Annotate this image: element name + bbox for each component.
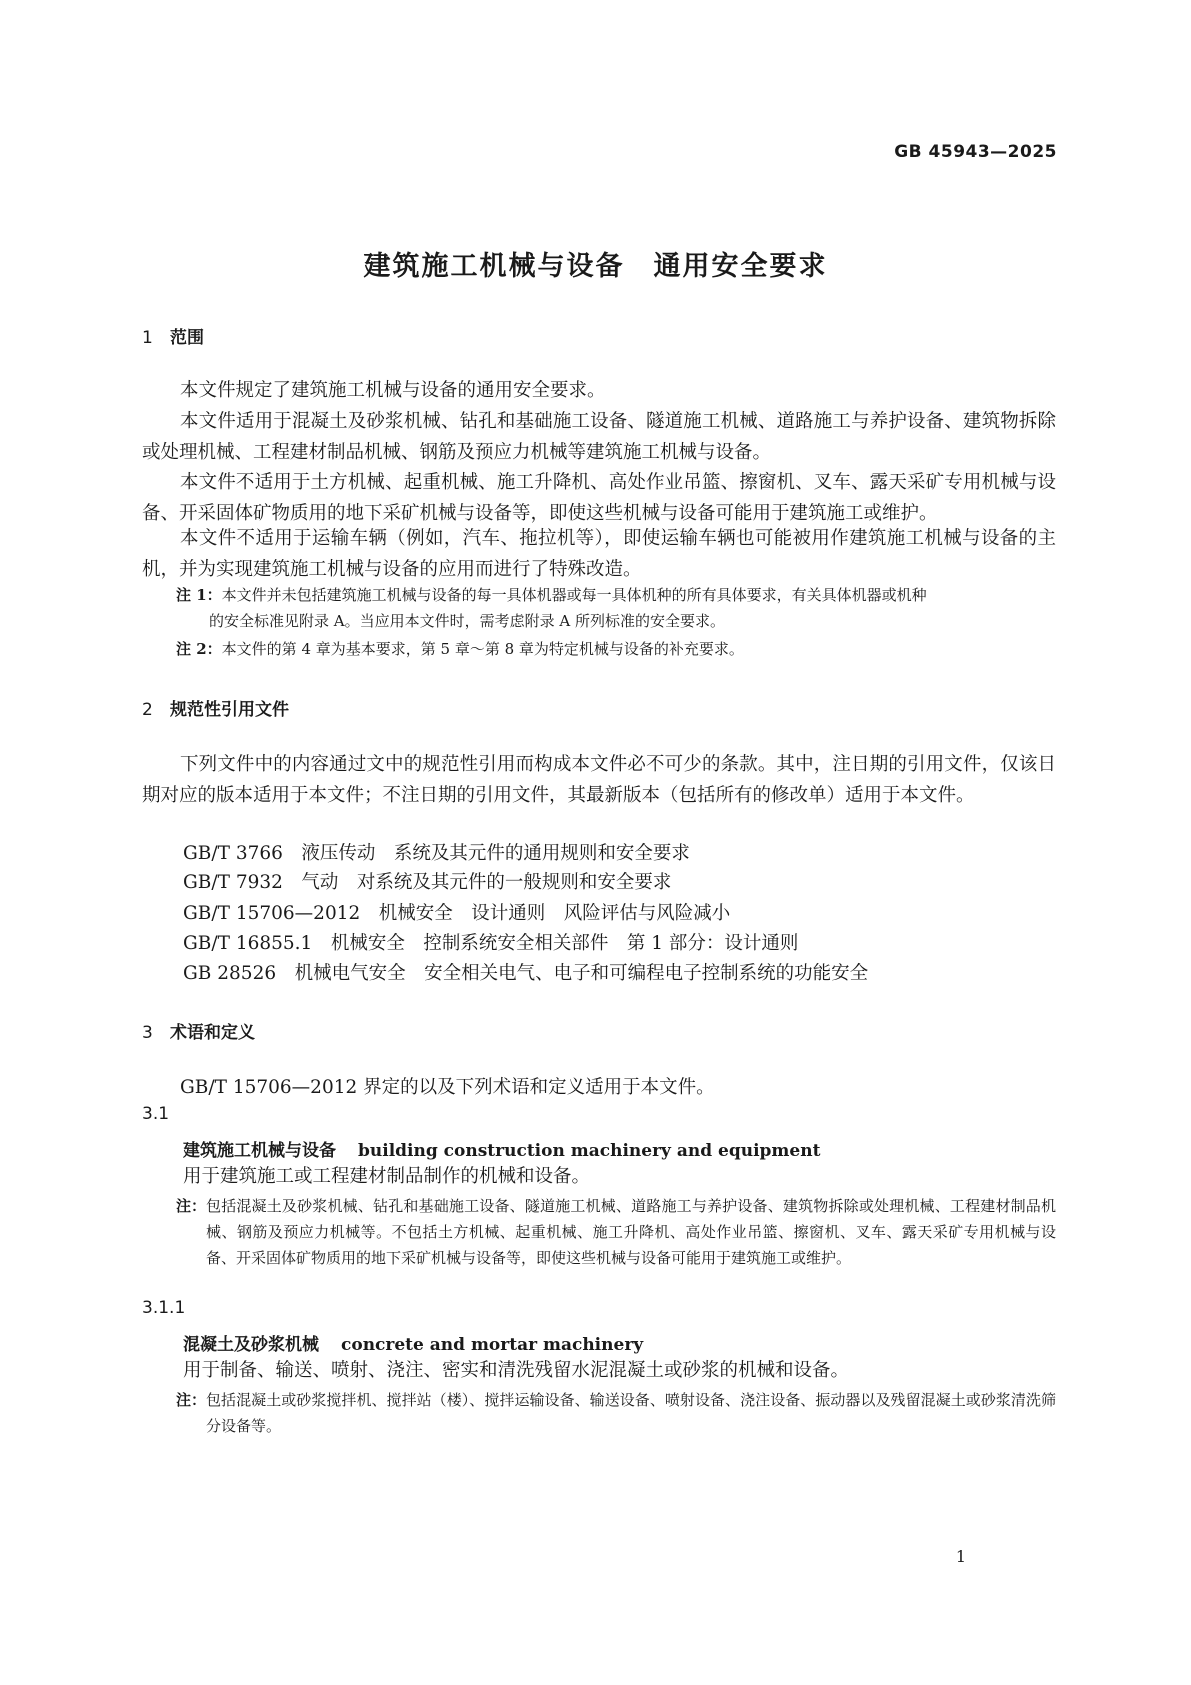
scope-paragraph-1: 本文件规定了建筑施工机械与设备的通用安全要求。 (180, 380, 606, 401)
page-number: 1 (955, 1547, 966, 1566)
term-entry (183, 1330, 643, 1355)
standard-number: GB 45943—2025 (894, 142, 1057, 162)
section-title: 术语和定义 (170, 1023, 255, 1043)
clause-number: 3.1 (142, 1104, 170, 1124)
reference-item: GB/T 15706—2012 机械安全 设计通则 风险评估与风险减小 (183, 903, 731, 924)
scope-note-1 (176, 582, 1056, 634)
section-number: 3 (142, 1023, 153, 1043)
reference-item: GB 28526 机械电气安全 安全相关电气、电子和可编程电子控制系统的功能安全 (183, 963, 869, 984)
section-number: 2 (142, 700, 153, 720)
term-chinese: 建筑施工机械与设备 (183, 1141, 336, 1161)
reference-item: GB/T 7932 气动 对系统及其元件的一般规则和安全要求 (183, 872, 672, 893)
term-note (176, 1193, 1056, 1271)
section-title: 规范性引用文件 (170, 700, 289, 720)
term-english: concrete and mortar machinery (341, 1335, 644, 1355)
document-title: 建筑施工机械与设备 通用安全要求 (363, 251, 828, 282)
term-definition: 用于制备、输送、喷射、浇注、密实和清洗残留水泥混凝土或砂浆的机械和设备。 (183, 1360, 850, 1381)
term-definition: 用于建筑施工或工程建材制品制作的机械和设备。 (183, 1166, 591, 1187)
section-title: 范围 (170, 328, 204, 348)
note-text: 本文件的第 4 章为基本要求，第 5 章～第 8 章为特定机械与设备的补充要求。 (221, 640, 744, 658)
note-label: 注 2： (176, 640, 222, 658)
reference-item: GB/T 3766 液压传动 系统及其元件的通用规则和安全要求 (183, 843, 690, 864)
note-text: 包括混凝土或砂浆搅拌机、搅拌站（楼）、搅拌运输设备、输送设备、喷射设备、浇注设备、振动器以及残留混凝土或砂浆清洗筛分设备等。 (206, 1391, 1056, 1435)
term-english: building construction machinery and equipment (358, 1141, 821, 1161)
note-text: 本文件并未包括建筑施工机械与设备的每一具体机器或每一具体机种的所有具体要求，有关具体机器或机种 (221, 586, 927, 604)
scope-paragraph-4: 本文件不适用于运输车辆（例如，汽车、拖拉机等），即使运输车辆也可能被用作建筑施工机械与设备的主机，并为实现建筑施工机械与设备的应用而进行了特殊改造。 (142, 528, 1056, 580)
section-2-heading (142, 695, 289, 720)
section-1-heading (142, 323, 204, 348)
note-text-continued: 的安全标准见附录 A。当应用本文件时，需考虑附录 A 所列标准的安全要求。 (209, 612, 725, 630)
note-label: 注 1： (176, 586, 222, 604)
references-intro: 下列文件中的内容通过文中的规范性引用而构成本文件必不可少的条款。其中，注日期的引用文件，仅该日期对应的版本适用于本文件；不注日期的引用文件，其最新版本（包括所有的修改单）适用于本文件。 (142, 754, 1056, 806)
scope-paragraph-3: 本文件不适用于土方机械、起重机械、施工升降机、高处作业吊篮、擦窗机、叉车、露天采矿专用机械与设备、开采固体矿物质用的地下采矿机械与设备等，即使这些机械与设备可能用于建筑施工或维护。 (142, 472, 1056, 524)
term-note (176, 1387, 1056, 1439)
scope-paragraph-2: 本文件适用于混凝土及砂浆机械、钻孔和基础施工设备、隧道施工机械、道路施工与养护设备、建筑物拆除或处理机械、工程建材制品机械、钢筋及预应力机械等建筑施工机械与设备。 (142, 411, 1056, 463)
section-3-heading (142, 1018, 255, 1043)
note-label: 注： (176, 1197, 207, 1215)
clause-number: 3.1.1 (142, 1298, 186, 1318)
term-chinese: 混凝土及砂浆机械 (183, 1335, 319, 1355)
note-label: 注： (176, 1391, 207, 1409)
scope-note-2 (176, 636, 1056, 662)
terms-intro: GB/T 15706—2012 界定的以及下列术语和定义适用于本文件。 (180, 1077, 715, 1098)
section-number: 1 (142, 328, 153, 348)
note-text: 包括混凝土及砂浆机械、钻孔和基础施工设备、隧道施工机械、道路施工与养护设备、建筑物拆除或处理机械、工程建材制品机械、钢筋及预应力机械等。不包括土方机械、起重机械、施工升降机、高处作业吊篮、擦窗机、叉车、露天采矿专用机械与设备、开采固体矿物质用的地下采矿机械与设备等，即使这些机械与设备可能用于建筑施工或维护。 (206, 1197, 1056, 1267)
reference-item: GB/T 16855.1 机械安全 控制系统安全相关部件 第 1 部分：设计通则 (183, 933, 799, 954)
term-entry (183, 1136, 820, 1161)
